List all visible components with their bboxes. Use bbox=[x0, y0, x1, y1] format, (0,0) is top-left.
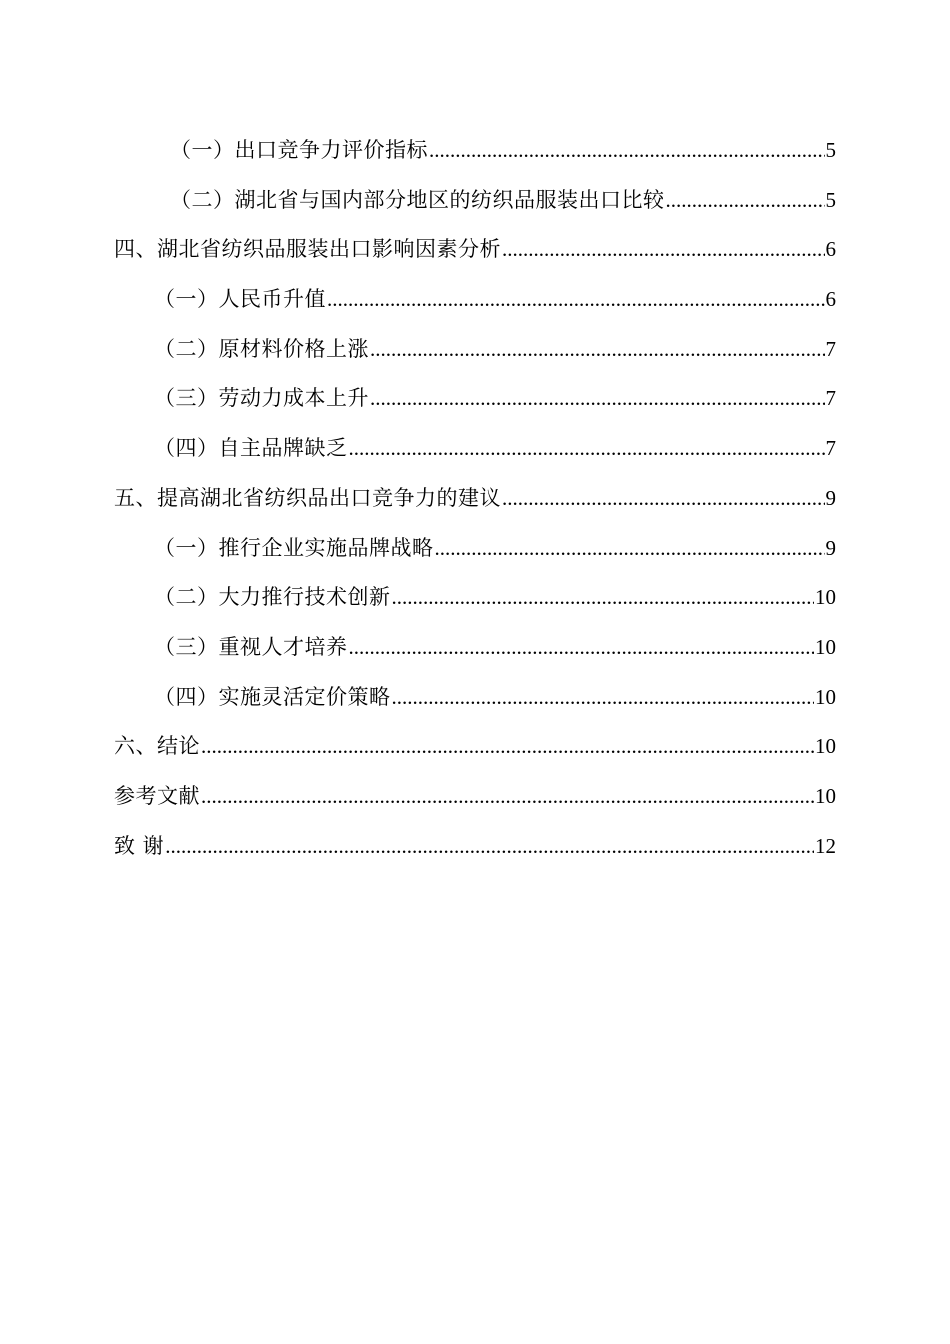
toc-entry[interactable] bbox=[0, 325, 950, 375]
toc-entry-title: （三）重视人才培养 bbox=[154, 634, 348, 659]
toc-page-number: 7 bbox=[825, 336, 836, 361]
toc-page-number: 6 bbox=[825, 287, 836, 312]
toc-entry-title: （三）劳动力成本上升 bbox=[154, 386, 369, 411]
toc-dot-leader bbox=[435, 524, 825, 574]
toc-dot-leader bbox=[201, 722, 814, 772]
toc-entry-title: （一）人民币升值 bbox=[154, 287, 326, 312]
toc-entry[interactable] bbox=[0, 176, 950, 226]
toc-dot-leader bbox=[392, 573, 815, 623]
toc-page-number: 10 bbox=[815, 634, 836, 659]
toc-page-number: 9 bbox=[825, 485, 836, 510]
toc-dot-leader bbox=[327, 275, 825, 325]
toc-page-number: 10 bbox=[815, 734, 836, 759]
toc-entry[interactable] bbox=[0, 225, 950, 275]
toc-entry[interactable] bbox=[0, 722, 950, 772]
toc-entry[interactable] bbox=[0, 524, 950, 574]
toc-dot-leader bbox=[201, 772, 814, 822]
toc-entry-title: 四、湖北省纺织品服装出口影响因素分析 bbox=[114, 237, 501, 262]
toc-dot-leader bbox=[370, 374, 825, 424]
toc-entry-title: （四）自主品牌缺乏 bbox=[154, 436, 348, 461]
toc-page-number: 10 bbox=[815, 585, 836, 610]
toc-entry-title: （一）出口竞争力评价指标 bbox=[170, 138, 428, 162]
toc-entry-title: （二）湖北省与国内部分地区的纺织品服装出口比较 bbox=[170, 187, 665, 212]
toc-page-number: 6 bbox=[825, 237, 836, 262]
toc-dot-leader bbox=[502, 474, 825, 524]
toc-entry[interactable] bbox=[0, 424, 950, 474]
toc-page-number: 12 bbox=[815, 833, 836, 858]
toc-dot-leader bbox=[370, 325, 825, 375]
toc-dot-leader bbox=[429, 126, 825, 176]
toc-dot-leader bbox=[349, 424, 825, 474]
toc-dot-leader bbox=[392, 673, 815, 723]
toc-entry[interactable] bbox=[0, 772, 950, 822]
toc-page-number: 5 bbox=[825, 187, 836, 212]
toc-page-number: 7 bbox=[825, 386, 836, 411]
toc-entry[interactable] bbox=[0, 673, 950, 723]
toc-entry[interactable] bbox=[0, 573, 950, 623]
table-of-contents bbox=[0, 126, 950, 871]
toc-entry-title: （四）实施灵活定价策略 bbox=[154, 684, 391, 709]
toc-entry-title: 参考文献 bbox=[114, 783, 200, 808]
toc-entry[interactable] bbox=[0, 275, 950, 325]
toc-entry-title: 致 谢 bbox=[114, 833, 165, 858]
toc-entry-title: （一）推行企业实施品牌战略 bbox=[154, 535, 434, 560]
toc-entry[interactable] bbox=[0, 623, 950, 673]
toc-page-number: 10 bbox=[815, 684, 836, 709]
toc-entry-title: （二）大力推行技术创新 bbox=[154, 585, 391, 610]
toc-entry-title: 六、结论 bbox=[114, 734, 200, 759]
toc-entry-title: （二）原材料价格上涨 bbox=[154, 336, 369, 361]
toc-dot-leader bbox=[349, 623, 815, 673]
toc-page-number: 7 bbox=[825, 436, 836, 461]
toc-page-number: 5 bbox=[825, 138, 836, 162]
toc-entry[interactable] bbox=[0, 474, 950, 524]
toc-entry[interactable] bbox=[0, 126, 950, 176]
toc-entry[interactable] bbox=[0, 822, 950, 872]
toc-dot-leader bbox=[666, 176, 825, 226]
toc-dot-leader bbox=[165, 822, 814, 872]
toc-page-number: 9 bbox=[825, 535, 836, 560]
toc-dot-leader bbox=[502, 225, 825, 275]
toc-page-number: 10 bbox=[815, 783, 836, 808]
toc-entry-title: 五、提高湖北省纺织品出口竞争力的建议 bbox=[114, 485, 501, 510]
toc-entry[interactable] bbox=[0, 374, 950, 424]
